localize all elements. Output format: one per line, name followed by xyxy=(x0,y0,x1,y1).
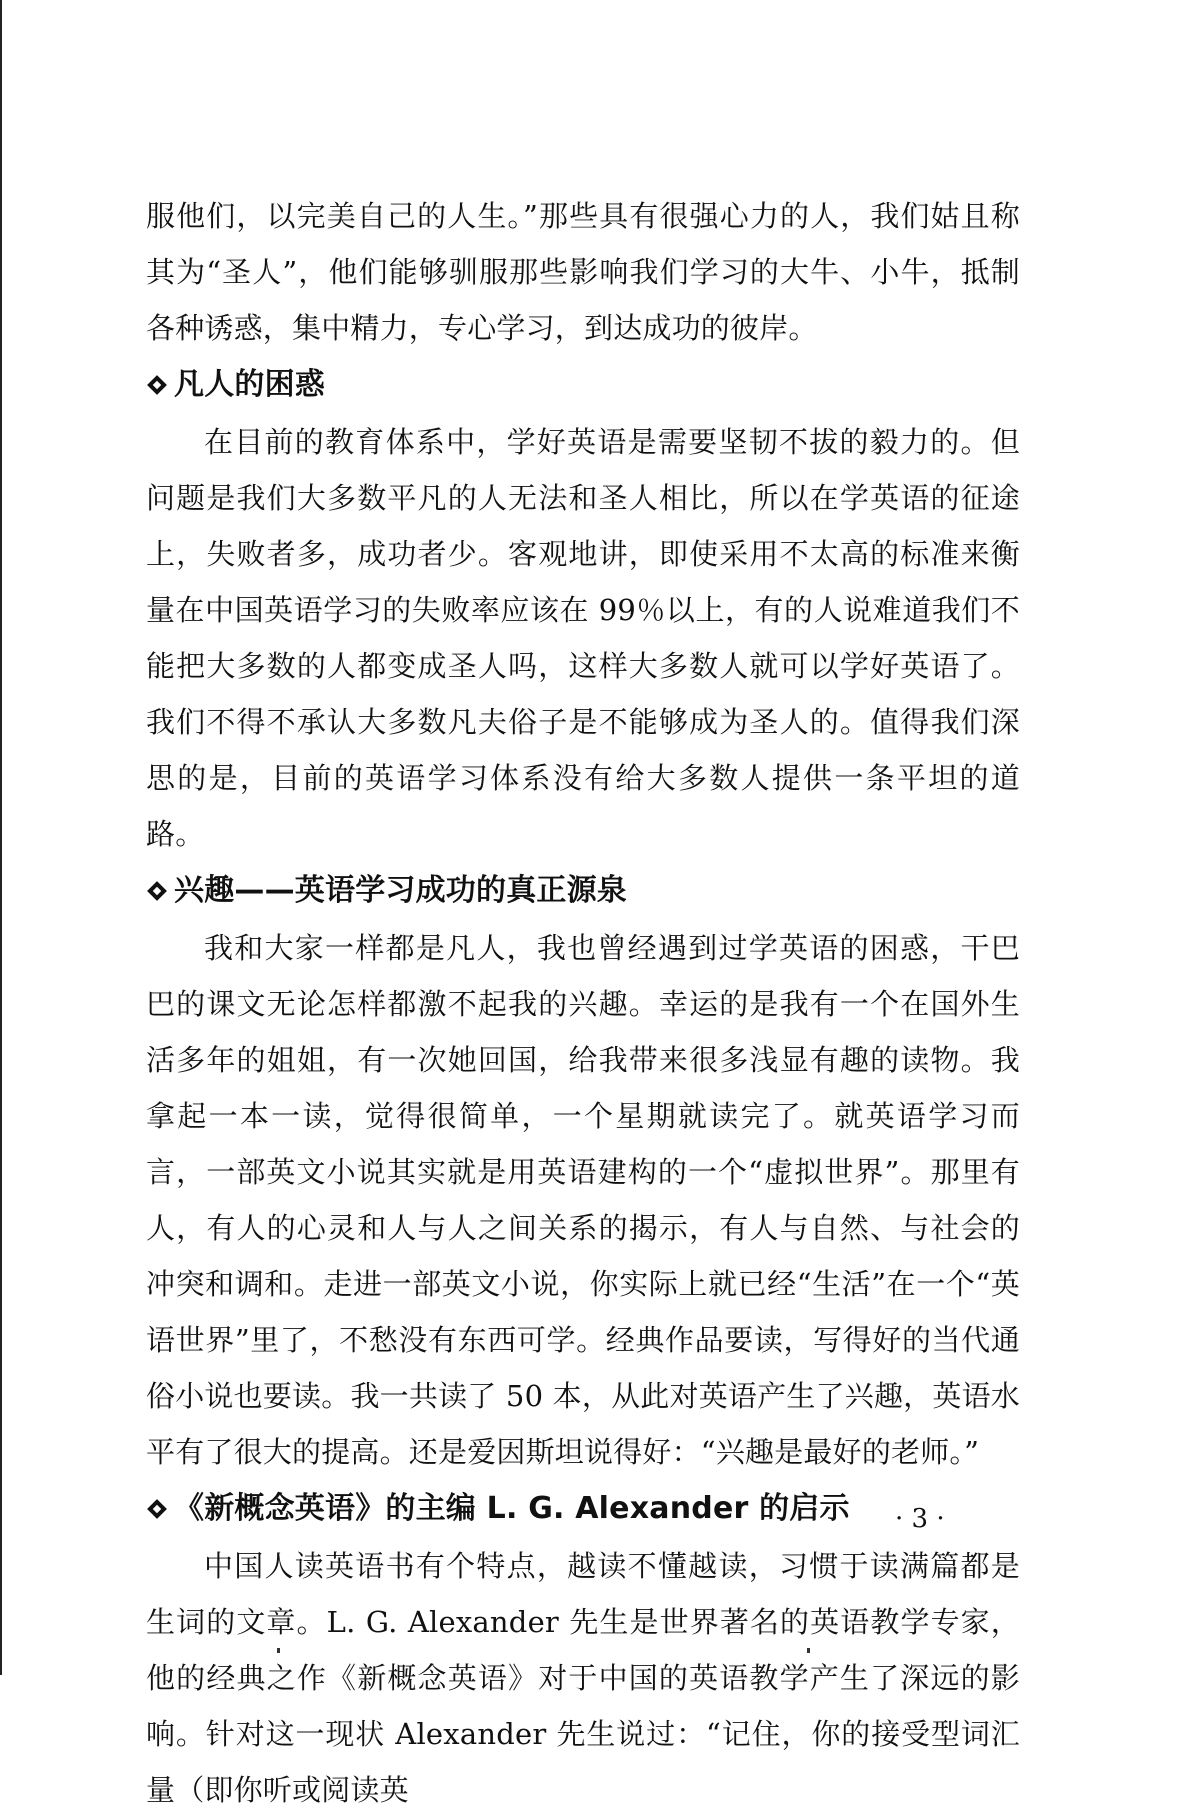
section-heading-alexander xyxy=(146,1480,1020,1538)
heading-text: 凡人的困惑 xyxy=(174,367,325,402)
section-paragraph-interest: 我和大家一样都是凡人，我也曾经遇到过学英语的困惑，干巴巴的课文无论怎样都激不起我的兴趣。幸运的是我有一个在国外生活多年的姐姐，有一次她回国，给我带来很多浅显有趣的读物。我拿起一本一读，觉得很简单，一个星期就读完了。就英语学习而言，一部英文小说其实就是用英语建构的一个“虚拟世界”。那里有人，有人的心灵和人与人之间关系的揭示，有人与自然、与社会的冲突和调和。走进一部英文小说，你实际上就已经“生活”在一个“英语世界”里了，不愁没有东西可学。经典作品要读，写得好的当代通俗小说也要读。我一共读了 50 本，从此对英语产生了兴趣，英语水平有了很大的提高。还是爱因斯坦说得好：“兴趣是最好的老师。” xyxy=(146,931,1020,1469)
heading-text: 兴趣——英语学习成功的真正源泉 xyxy=(174,873,627,908)
scan-speck xyxy=(277,1648,280,1653)
section-heading-interest xyxy=(146,862,1020,920)
section-paragraph-alexander: 中国人读英语书有个特点，越读不懂越读，习惯于读满篇都是生词的文章。L. G. Alexander 先生是世界著名的英语教学专家，他的经典之作《新概念英语》对于中国的英语教学产生了深远的影响。针对这一现状 Alexander 先生说过：“记住，你的接受型词汇量（即你听或阅读英 xyxy=(146,1549,1020,1807)
page-edge-line xyxy=(0,0,2,1675)
heading-text: 《新概念英语》的主编 L. G. Alexander 的启示 xyxy=(174,1491,850,1526)
page-number: · 3 · xyxy=(895,1504,945,1534)
diamond-bullet-icon xyxy=(146,374,168,396)
diamond-bullet-icon xyxy=(146,1498,168,1520)
scan-speck xyxy=(807,1648,810,1653)
page-body xyxy=(146,188,1020,1818)
section-paragraph-ordinary-people: 在目前的教育体系中，学好英语是需要坚韧不拔的毅力的。但问题是我们大多数平凡的人无法和圣人相比，所以在学英语的征途上，失败者多，成功者少。客观地讲，即使采用不太高的标准来衡量在中国英语学习的失败率应该在 99％以上，有的人说难道我们不能把大多数的人都变成圣人吗，这样大多数人就可以学好英语了。我们不得不承认大多数凡夫俗子是不能够成为圣人的。值得我们深思的是，目前的英语学习体系没有给大多数人提供一条平坦的道路。 xyxy=(146,425,1020,851)
section-heading-ordinary-people xyxy=(146,356,1020,414)
diamond-bullet-icon xyxy=(146,880,168,902)
opening-paragraph: 服他们，以完美自己的人生。”那些具有很强心力的人，我们姑且称其为“圣人”，他们能够驯服那些影响我们学习的大牛、小牛，抵制各种诱惑，集中精力，专心学习，到达成功的彼岸。 xyxy=(146,199,1020,345)
